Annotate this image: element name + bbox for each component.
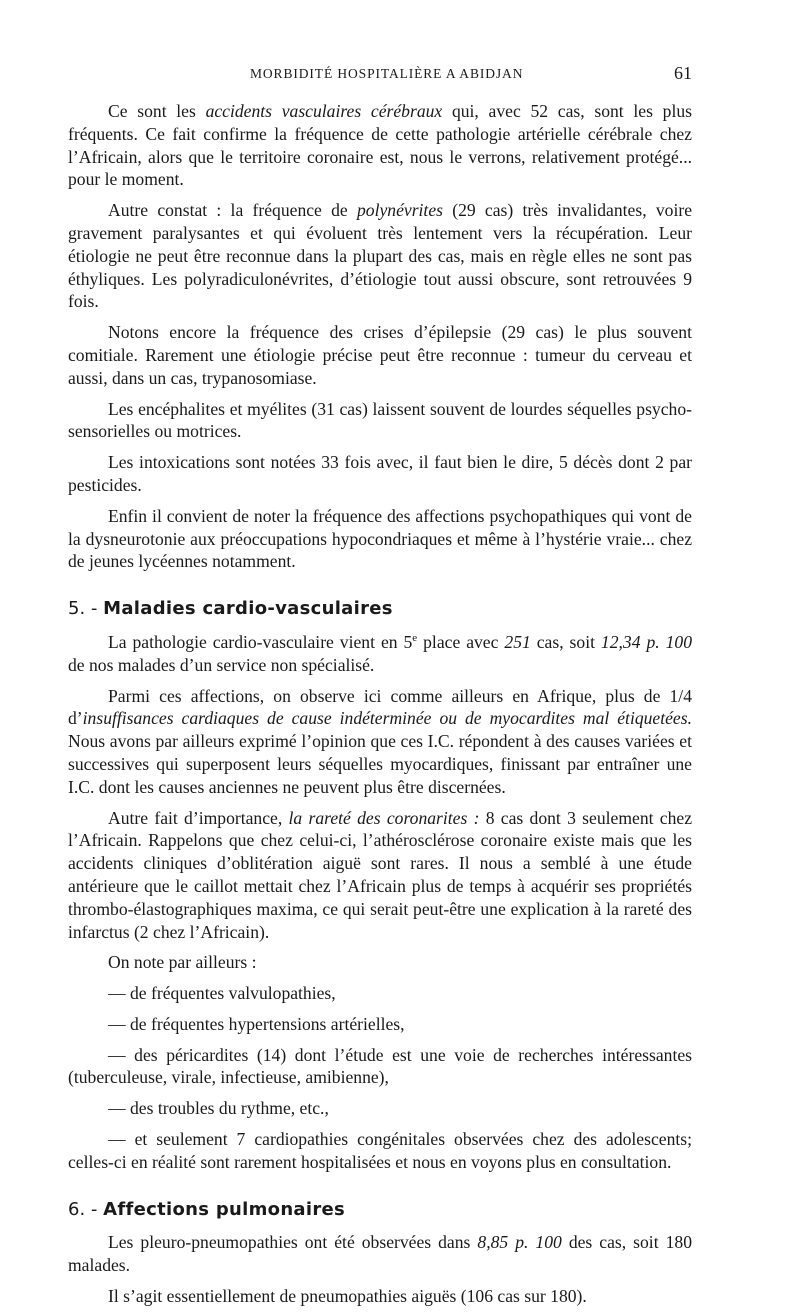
running-head: MORBIDITÉ HOSPITALIÈRE A ABIDJAN bbox=[250, 66, 524, 81]
list-item: — des troubles du rythme, etc., bbox=[108, 1098, 329, 1119]
text-run: des cas, soit 180 malades. bbox=[68, 1232, 692, 1276]
paragraph-epilepsy: Notons encore la fréquence des crises d’épilepsie (29 cas) le plus souvent comitiale. Rarement une étiologie précise peut être reconnue : tumeur du cerveau et aussi, dans un cas, trypanosomiase. bbox=[68, 322, 692, 388]
text-run: 8 cas dont 3 seulement chez l’Africain. Rappelons que chez celui-ci, l’athérosclérose coronaire existe mais que les accidents cliniques d’oblitération aiguë sont rares. Il nous a semblé à une étude antérieure que le caillot mettait chez l’Africain plus de temps à acquérir ses propriétés thrombo-élastographiques maxima, ce qui serait peut-être une explication à la rareté des infarctus (2 chez l’Africain). bbox=[68, 807, 693, 942]
list-item: — et seulement 7 cardiopathies congénitales observées chez des adolescents; celles-ci en réalité sont rarement hospitalisées et nous en voyons plus en consultation. bbox=[68, 1129, 692, 1172]
section-title: Affections pulmonaires bbox=[103, 1198, 346, 1220]
text-run: qui, avec 52 cas, sont les plus fréquents. Ce fait confirme la fréquence de cette pathologie artérielle cérébrale chez l’Africain, alors que le territoire coronaire est, nous le verrons, relativement protégé... pour le moment. bbox=[68, 101, 692, 190]
emphasis: polynévrites bbox=[356, 200, 443, 221]
emphasis: 8,85 p. 100 bbox=[477, 1232, 562, 1253]
paragraph-psychopathic: Enfin il convient de noter la fréquence des affections psychopathiques qui vont de la dysneurotonie aux préoccupations hypocondriaques et même à l’hystérie vraie... chez de jeunes lycéennes notamment. bbox=[68, 505, 692, 572]
page-number: 61 bbox=[674, 63, 692, 83]
paragraph-polyneuritis bbox=[68, 199, 692, 313]
text-run: Nous avons par ailleurs exprimé l’opinion que ces I.C. répondent à des causes variées et successives qui superposent leurs séquelles myocardiques, finissant par entraîner une I.C. dont les causes anciennes ne peuvent plus être discernées. bbox=[68, 731, 692, 797]
text-run: La pathologie cardio-vasculaire vient en 5 bbox=[108, 631, 413, 652]
emphasis: 12,34 p. 100 bbox=[600, 631, 692, 652]
text-run: Autre constat : la fréquence de bbox=[108, 200, 357, 221]
text-run: Ce sont les bbox=[108, 101, 206, 121]
paragraph-heart-failure bbox=[68, 685, 692, 799]
emphasis: accidents vasculaires cérébraux bbox=[205, 101, 443, 121]
page-header bbox=[0, 63, 800, 88]
list-item: — de fréquentes valvulopathies, bbox=[108, 983, 336, 1004]
paragraph-coronary bbox=[68, 807, 692, 944]
paragraph-pleuro-pneumopathies bbox=[68, 1231, 692, 1277]
text-run: place avec bbox=[417, 631, 505, 652]
paragraph-encephalitis: Les encéphalites et myélites (31 cas) laissent souvent de lourdes séquelles psycho-sensorielles ou motrices. bbox=[68, 398, 692, 442]
text-run: Les pleuro-pneumopathies ont été observées dans bbox=[108, 1232, 478, 1253]
emphasis: la rareté des coronarites : bbox=[288, 807, 480, 828]
text-run: cas, soit bbox=[530, 631, 601, 652]
paragraph-acute-pneumopathies: Il s’agit essentiellement de pneumopathies aiguës (106 cas sur 180). bbox=[108, 1286, 587, 1307]
text-run: (29 cas) très invalidantes, voire gravement paralysantes et qui évoluent très lentement vers la récupération. Leur étiologie ne peut être reconnue dans la plupart des cas, mais en règle elles ne sont pas éthyliques. Les polyradiculonévrites, d’étiologie tout aussi obscure, sont retrouvées 9 fois. bbox=[68, 200, 692, 312]
paragraph-cerebral-accidents bbox=[68, 100, 692, 191]
page-body bbox=[68, 100, 692, 1316]
section-number: 6. - bbox=[68, 1198, 104, 1220]
section-number: 5. - bbox=[68, 598, 104, 620]
superscript: e bbox=[412, 632, 418, 645]
section-heading-cardiovascular bbox=[68, 597, 692, 621]
paragraph-also-noted: On note par ailleurs : bbox=[108, 952, 257, 973]
text-run: Parmi ces affections, on observe ici comme ailleurs en Afrique, plus de 1/4 d’ bbox=[68, 685, 692, 729]
emphasis: insuffisances cardiaques de cause indéterminée ou de myocardites mal étiquetées. bbox=[82, 708, 692, 729]
list-item: — de fréquentes hypertensions artérielles, bbox=[108, 1013, 405, 1034]
paragraph-cardio-rank bbox=[68, 631, 692, 677]
list-item: — des péricardites (14) dont l’étude est une voie de recherches intéressantes (tuberculeuse, virale, infectieuse, amibienne), bbox=[68, 1044, 692, 1088]
text-run: Autre fait d’importance, bbox=[108, 807, 289, 828]
section-title: Maladies cardio-vasculaires bbox=[103, 598, 393, 620]
text-run: de nos malades d’un service non spécialisé. bbox=[68, 654, 375, 675]
paragraph-intoxications: Les intoxications sont notées 33 fois avec, il faut bien le dire, 5 décès dont 2 par pesticides. bbox=[68, 452, 692, 495]
emphasis: 251 bbox=[504, 631, 531, 652]
section-heading-pulmonary bbox=[68, 1198, 692, 1222]
